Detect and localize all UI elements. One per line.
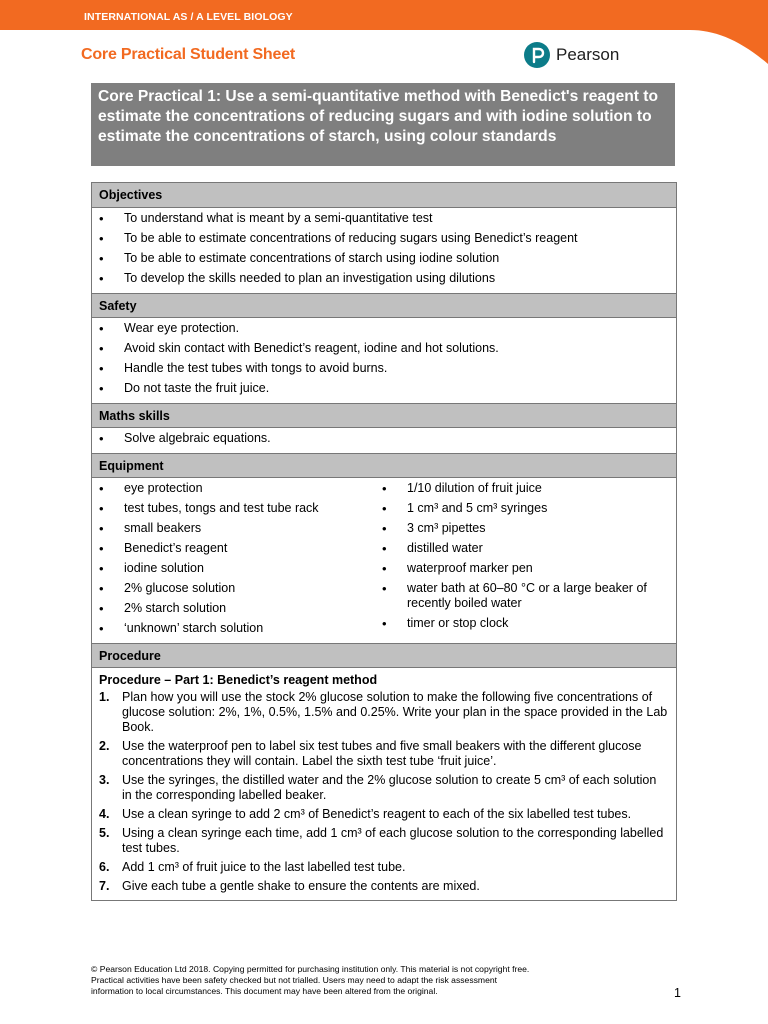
step-number: 7. (99, 879, 110, 893)
list-item: • ‘unknown’ starch solution (92, 621, 375, 636)
step-text: Use a clean syringe to add 2 cm³ of Benedict’s reagent to each of the six labelled test tubes. (122, 807, 632, 821)
objectives-heading: Objectives (92, 183, 676, 207)
safety-list (92, 321, 676, 396)
list-item: • 3 cm³ pipettes (375, 521, 675, 536)
footer-line: information to local circumstances. This document may have been altered from the original. (91, 986, 438, 996)
sheet-title: Core Practical Student Sheet (81, 46, 296, 63)
procedure-step (92, 773, 676, 803)
list-item: • To be able to estimate concentrations of starch using iodine solution (92, 251, 676, 266)
practical-table (91, 182, 677, 901)
step-text: Give each tube a gentle shake to ensure the contents are mixed. (122, 879, 480, 893)
procedure-step (92, 807, 676, 822)
list-item: • distilled water (375, 541, 675, 556)
equipment-columns (92, 481, 676, 641)
page-number: 1 (674, 986, 681, 1000)
equipment-heading: Equipment (92, 453, 676, 477)
list-item: • waterproof marker pen (375, 561, 675, 576)
practical-title: Core Practical 1: Use a semi-quantitative method with Benedict's reagent to estimate the concentrations of reducing sugars and with iodine solution to estimate the concentrations of starch, using colour standards (91, 83, 675, 166)
list-item: • water bath at 60–80 °C or a large beaker of recently boiled water (375, 581, 675, 611)
list-item: • Handle the test tubes with tongs to avoid burns. (92, 361, 676, 376)
procedure-step (92, 860, 676, 875)
procedure-step (92, 739, 676, 769)
list-item: • 1 cm³ and 5 cm³ syringes (375, 501, 675, 516)
list-item: • eye protection (92, 481, 375, 496)
procedure-subheading: Procedure – Part 1: Benedict’s reagent method (99, 673, 378, 687)
equipment-section (92, 477, 676, 643)
series-label: INTERNATIONAL AS / A LEVEL BIOLOGY (84, 11, 293, 23)
list-item: • Do not taste the fruit juice. (92, 381, 676, 396)
list-item: • To develop the skills needed to plan an investigation using dilutions (92, 271, 676, 286)
list-item: • Wear eye protection. (92, 321, 676, 336)
step-number: 5. (99, 826, 110, 840)
equipment-list-left (92, 481, 375, 641)
list-item: • small beakers (92, 521, 375, 536)
list-item: • Benedict’s reagent (92, 541, 375, 556)
maths-heading: Maths skills (92, 403, 676, 427)
pearson-logo-icon (524, 42, 550, 68)
list-item: • To understand what is meant by a semi-quantitative test (92, 211, 676, 226)
pearson-logo (524, 40, 619, 70)
procedure-step (92, 826, 676, 856)
safety-section (92, 317, 676, 403)
objectives-section (92, 207, 676, 293)
equipment-list-right (375, 481, 675, 641)
step-number: 6. (99, 860, 110, 874)
list-item: • 2% starch solution (92, 601, 375, 616)
list-item: • To be able to estimate concentrations of reducing sugars using Benedict’s reagent (92, 231, 676, 246)
step-number: 3. (99, 773, 110, 787)
step-number: 2. (99, 739, 110, 753)
safety-heading: Safety (92, 293, 676, 317)
footer-line: © Pearson Education Ltd 2018. Copying permitted for purchasing institution only. This material is not copyright free. (91, 964, 530, 974)
procedure-step (92, 879, 676, 894)
list-item: • iodine solution (92, 561, 375, 576)
copyright-footer (91, 964, 651, 997)
list-item: • Solve algebraic equations. (92, 431, 676, 446)
step-text: Add 1 cm³ of fruit juice to the last labelled test tube. (122, 860, 406, 874)
objectives-list (92, 211, 676, 286)
step-text: Use the syringes, the distilled water and the 2% glucose solution to create 5 cm³ of each solution in the corresponding labelled beaker. (122, 773, 657, 802)
maths-section (92, 427, 676, 453)
footer-line: Practical activities have been safety checked but not trialled. Users may need to adapt the risk assessment (91, 975, 498, 985)
procedure-steps (92, 690, 676, 894)
step-number: 1. (99, 690, 110, 704)
list-item: • Avoid skin contact with Benedict’s reagent, iodine and hot solutions. (92, 341, 676, 356)
procedure-heading: Procedure (92, 643, 676, 667)
list-item: • test tubes, tongs and test tube rack (92, 501, 375, 516)
pearson-logo-text: Pearson (556, 45, 620, 64)
step-text: Using a clean syringe each time, add 1 cm³ of each glucose solution to the corresponding labelled test tubes. (122, 826, 664, 855)
step-text: Use the waterproof pen to label six test tubes and five small beakers with the different glucose concentrations they will contain. Label the sixth test tube ‘fruit juice’. (122, 739, 642, 768)
list-item: • 1/10 dilution of fruit juice (375, 481, 675, 496)
procedure-section (92, 667, 676, 900)
maths-list (92, 431, 676, 446)
list-item: • timer or stop clock (375, 616, 675, 631)
step-text: Plan how you will use the stock 2% glucose solution to make the following five concentrations of glucose solution: 2%, 1%, 0.5%, 1.5% and 0.25%. Write your plan in the space provided in the Lab Book. (122, 690, 668, 734)
list-item: • 2% glucose solution (92, 581, 375, 596)
procedure-step (92, 690, 676, 735)
step-number: 4. (99, 807, 110, 821)
